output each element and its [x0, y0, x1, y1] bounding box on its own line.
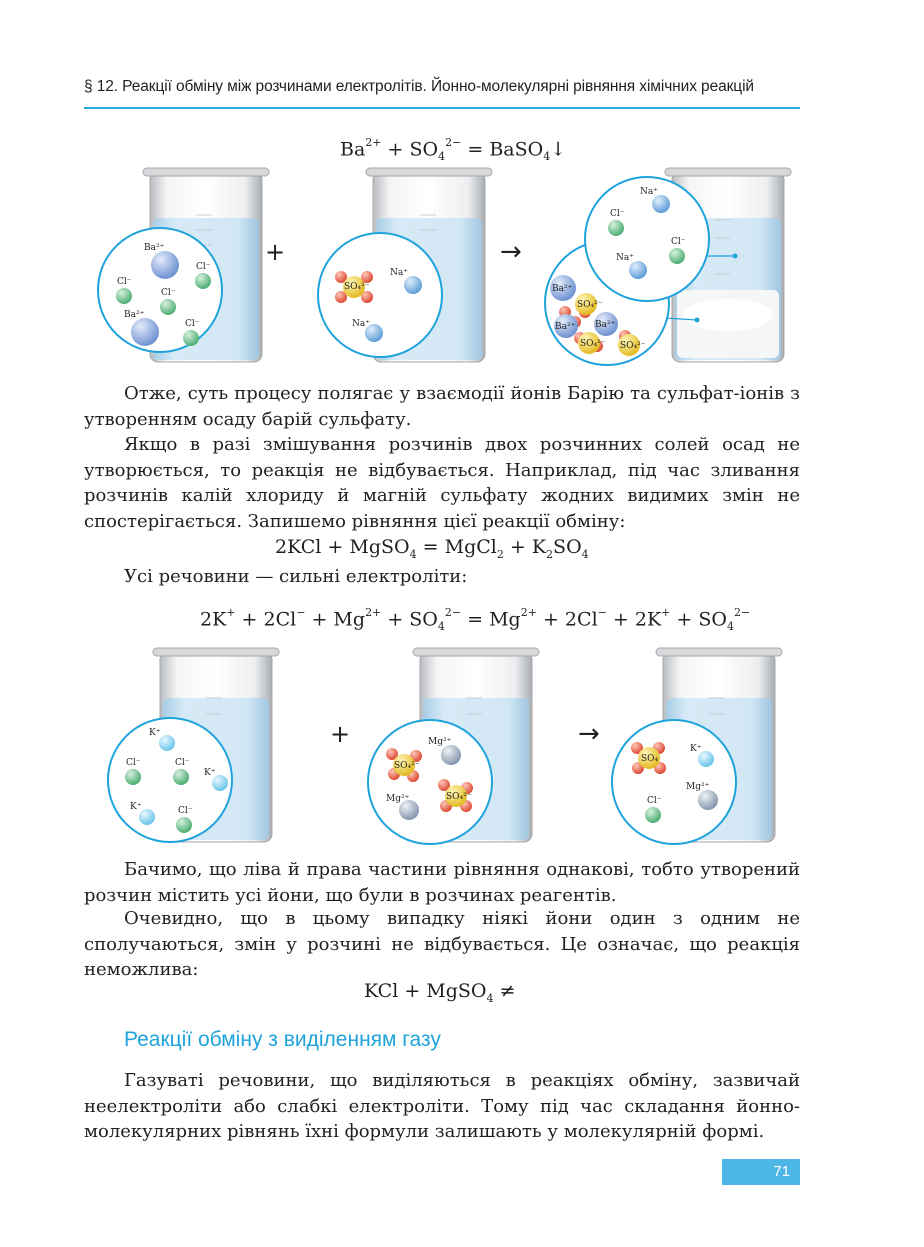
svg-text:Cl⁻: Cl⁻	[117, 277, 132, 287]
svg-text:K⁺: K⁺	[204, 768, 216, 778]
svg-text:K⁺: K⁺	[130, 802, 142, 812]
paragraph-essence: Отже, суть процесу полягає у взаємодії йонів Барію та сульфат-іонів з утворенням осаду барій сульфату.	[84, 383, 800, 430]
zoom-circle-na2so4	[318, 233, 442, 357]
equation-kcl-mgso4: 2KCl + MgSO$_4$ = MgCl$_2$ + $K_2SO_4$	[275, 536, 589, 561]
paragraph-no-precipitate: Якщо в разі змішування розчинів двох розчинних солей осад не утворюється, то реакція не відбувається. Наприклад, під час зливання розчинів калій хлориду й магній сульфату жодних видимих змін не спостерігається. Запишемо рівняння цієї реакції обміну:	[84, 434, 800, 532]
equation-not-possible: KCl + MgSO$_4$ ≠	[364, 980, 516, 1005]
svg-text:SO₄²⁻: SO₄²⁻	[344, 282, 370, 292]
paragraph-strong-electrolytes: Усі речовини — сильні електроліти:	[124, 566, 468, 587]
svg-text:Cl⁻: Cl⁻	[647, 796, 662, 806]
svg-text:Ba²⁺: Ba²⁺	[552, 284, 573, 294]
svg-text:SO₄²⁻: SO₄²⁻	[580, 339, 606, 349]
svg-text:Cl⁻: Cl⁻	[175, 758, 190, 768]
paragraph-gases: Газуваті речовини, що виділяються в реакціях обміну, зазвичай неелектроліти або слабкі електроліти. Тому під час складання йонно-молекулярних рівнянь їхні формули залишають у молекулярній формі.	[84, 1070, 800, 1142]
ion-cl	[116, 277, 132, 304]
header-rule	[84, 107, 800, 109]
svg-text:Na⁺: Na⁺	[390, 268, 408, 278]
svg-text:Ba²⁺: Ba²⁺	[595, 320, 616, 330]
svg-text:Ba²⁺: Ba²⁺	[144, 243, 165, 253]
svg-text:Cl⁻: Cl⁻	[671, 237, 686, 247]
equation-ba-so4: $Ba^{2+} + SO_4^{2-}$ = BaSO$_4$↓	[340, 136, 567, 164]
svg-text:Cl⁻: Cl⁻	[196, 262, 211, 272]
plus-sign: +	[330, 720, 351, 748]
zoom-circle-bacl2	[98, 228, 222, 352]
zoom-circle-kcl	[108, 718, 232, 842]
svg-text:SO₄²⁻: SO₄²⁻	[620, 341, 646, 351]
svg-text:K⁺: K⁺	[149, 728, 161, 738]
svg-text:SO₄²⁻: SO₄²⁻	[577, 300, 603, 310]
figure-ba-so4-precipitation	[0, 160, 924, 380]
svg-text:Cl⁻: Cl⁻	[185, 319, 200, 329]
ion-cl	[125, 758, 141, 785]
plus-sign: +	[265, 238, 286, 266]
running-header: § 12. Реакції обміну між розчинами електролітів. Йонно-молекулярні рівняння хімічних реакцій	[84, 78, 754, 95]
svg-text:Cl⁻: Cl⁻	[161, 288, 176, 298]
svg-text:Ba²⁺: Ba²⁺	[555, 322, 576, 332]
svg-text:Mg²⁺: Mg²⁺	[686, 782, 710, 792]
equation-full-ionic: $2K^+ + 2Cl^- + Mg^{2+} + SO_4^{2-} = Mg^{2+} + 2Cl^- + 2K^+ + SO_4^{2-}$	[200, 606, 751, 634]
section-title: Реакції обміну з виділенням газу	[124, 1028, 441, 1051]
svg-text:K⁺: K⁺	[690, 744, 702, 754]
svg-text:Na⁺: Na⁺	[616, 253, 634, 263]
paragraph-same-sides: Бачимо, що ліва й права частини рівняння однакові, тобто утворений розчин містить усі йони, що були в розчинах реагентів.	[84, 859, 800, 906]
svg-text:SO₄²⁻: SO₄²⁻	[394, 761, 420, 771]
arrow-sign: →	[500, 237, 522, 267]
zoom-circle-mixed	[612, 720, 736, 844]
figure-no-reaction	[0, 640, 924, 855]
ion-cl	[195, 262, 211, 289]
arrow-sign: →	[578, 719, 600, 749]
svg-text:SO₄²⁻: SO₄²⁻	[446, 792, 472, 802]
svg-text:Mg²⁺: Mg²⁺	[386, 794, 410, 804]
svg-text:Na⁺: Na⁺	[640, 187, 658, 197]
svg-text:SO₄: SO₄	[641, 754, 659, 764]
zoom-circle-mgso4	[368, 720, 492, 844]
paragraph-no-reaction: Очевидно, що в цьому випадку ніякі йони один з одним не сполучаються, змін у розчині не відбувається. Це означає, що реакція неможлива:	[84, 908, 800, 980]
svg-text:Ba²⁺: Ba²⁺	[124, 310, 145, 320]
svg-text:Mg²⁺: Mg²⁺	[428, 737, 452, 747]
ion-cl	[160, 288, 176, 315]
svg-text:Cl⁻: Cl⁻	[178, 806, 193, 816]
svg-text:Na⁺: Na⁺	[352, 319, 370, 329]
svg-text:Cl⁻: Cl⁻	[126, 758, 141, 768]
svg-text:Cl⁻: Cl⁻	[610, 209, 625, 219]
page-number: 71	[722, 1159, 800, 1185]
